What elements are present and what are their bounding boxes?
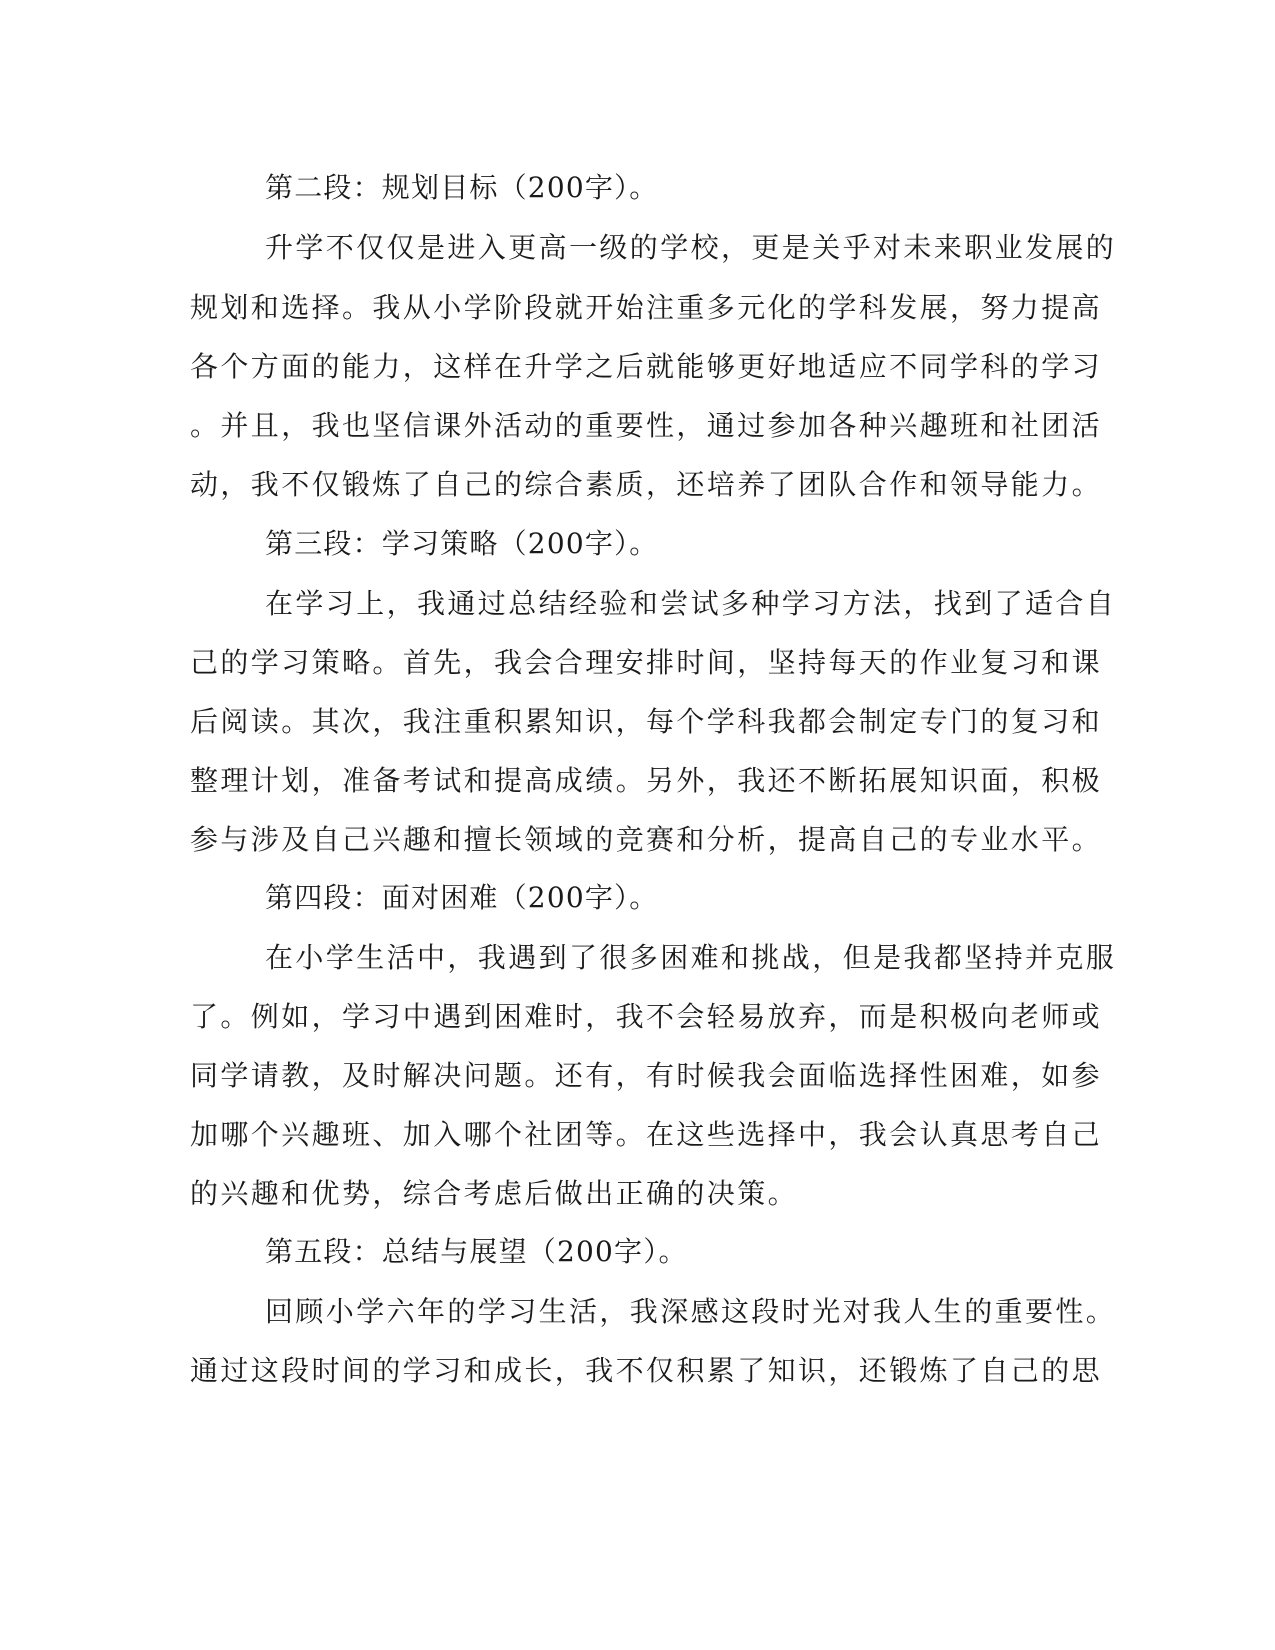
paragraph-line: 通过这段时间的学习和成长，我不仅积累了知识，还锻炼了自己的思 xyxy=(190,1354,1103,1387)
paragraph-line: 回顾小学六年的学习生活，我深感这段时光对我人生的重要性。 xyxy=(265,1295,1117,1328)
paragraph-line: 己的学习策略。首先，我会合理安排时间，坚持每天的作业复习和课 xyxy=(190,646,1103,679)
section-heading-2: 第二段：规划目标（200字）。 xyxy=(265,171,659,204)
paragraph-line: 整理计划，准备考试和提高成绩。另外，我还不断拓展知识面，积极 xyxy=(190,764,1103,797)
paragraph-line: 了。例如，学习中遇到困难时，我不会轻易放弃，而是积极向老师或 xyxy=(190,1000,1103,1033)
paragraph-line: 后阅读。其次，我注重积累知识，每个学科我都会制定专门的复习和 xyxy=(190,705,1103,738)
paragraph-line: 的兴趣和优势，综合考虑后做出正确的决策。 xyxy=(190,1177,799,1210)
paragraph-line: 。并且，我也坚信课外活动的重要性，通过参加各种兴趣班和社团活 xyxy=(190,409,1103,442)
paragraph-line: 升学不仅仅是进入更高一级的学校，更是关乎对未来职业发展的 xyxy=(265,231,1117,264)
section-heading-4: 第四段：面对困难（200字）。 xyxy=(265,881,659,914)
paragraph-line: 参与涉及自己兴趣和擅长领域的竞赛和分析，提高自己的专业水平。 xyxy=(190,823,1103,856)
paragraph-line: 加哪个兴趣班、加入哪个社团等。在这些选择中，我会认真思考自己 xyxy=(190,1118,1103,1151)
paragraph-line: 在小学生活中，我遇到了很多困难和挑战，但是我都坚持并克服 xyxy=(265,941,1117,974)
section-heading-5: 第五段：总结与展望（200字）。 xyxy=(265,1235,688,1268)
paragraph-line: 在学习上，我通过总结经验和尝试多种学习方法，找到了适合自 xyxy=(265,587,1117,620)
section-heading-3: 第三段：学习策略（200字）。 xyxy=(265,527,659,560)
paragraph-line: 规划和选择。我从小学阶段就开始注重多元化的学科发展，努力提高 xyxy=(190,291,1103,324)
paragraph-line: 同学请教，及时解决问题。还有，有时候我会面临选择性困难，如参 xyxy=(190,1059,1103,1092)
paragraph-line: 各个方面的能力，这样在升学之后就能够更好地适应不同学科的学习 xyxy=(190,350,1103,383)
paragraph-line: 动，我不仅锻炼了自己的综合素质，还培养了团队合作和领导能力。 xyxy=(190,468,1103,501)
